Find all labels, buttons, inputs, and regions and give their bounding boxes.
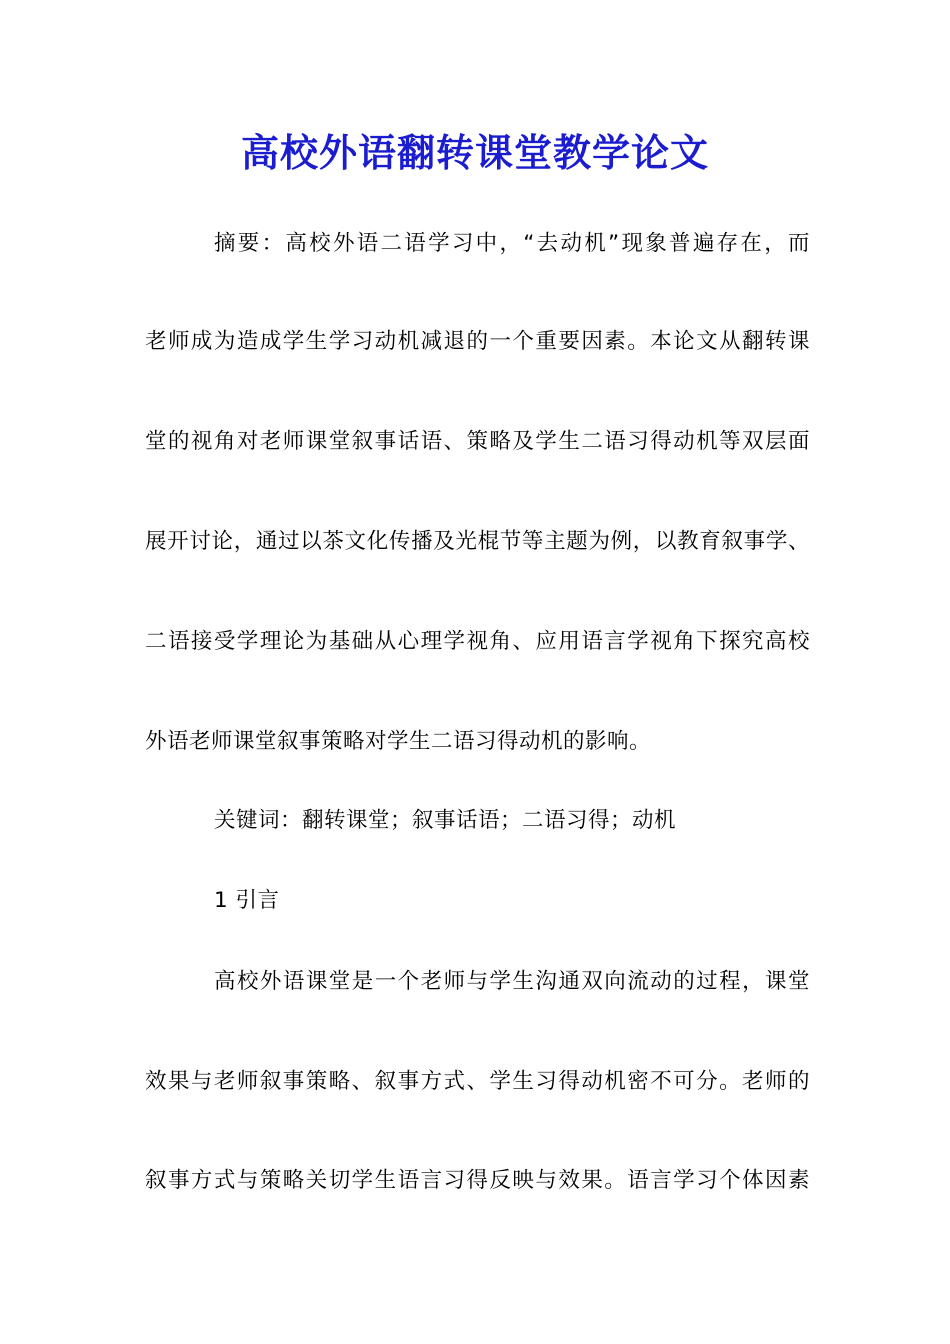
intro-line-2: 效果与老师叙事策略、叙事方式、学生习得动机密不可分。老师的 [145,1069,810,1094]
abstract-line-1: 摘要：高校外语二语学习中，“去动机”现象普遍存在，而 [214,231,810,256]
document-title: 高校外语翻转课堂教学论文 [240,130,709,175]
abstract-line-3: 堂的视角对老师课堂叙事话语、策略及学生二语习得动机等双层面 [145,429,810,454]
keywords-line: 关键词：翻转课堂；叙事话语；二语习得；动机 [214,808,677,833]
intro-line-3: 叙事方式与策略关切学生语言习得反映与效果。语言学习个体因素 [145,1168,810,1193]
intro-line-1: 高校外语课堂是一个老师与学生沟通双向流动的过程，课堂 [214,969,810,994]
abstract-line-2: 老师成为造成学生学习动机减退的一个重要因素。本论文从翻转课 [145,329,810,354]
section-heading: 1 引言 [214,888,280,913]
abstract-line-4: 展开讨论，通过以茶文化传播及光棍节等主题为例，以教育叙事学、 [145,529,810,554]
abstract-line-5: 二语接受学理论为基础从心理学视角、应用语言学视角下探究高校 [145,629,810,654]
abstract-line-6: 外语老师课堂叙事策略对学生二语习得动机的影响。 [145,729,652,754]
